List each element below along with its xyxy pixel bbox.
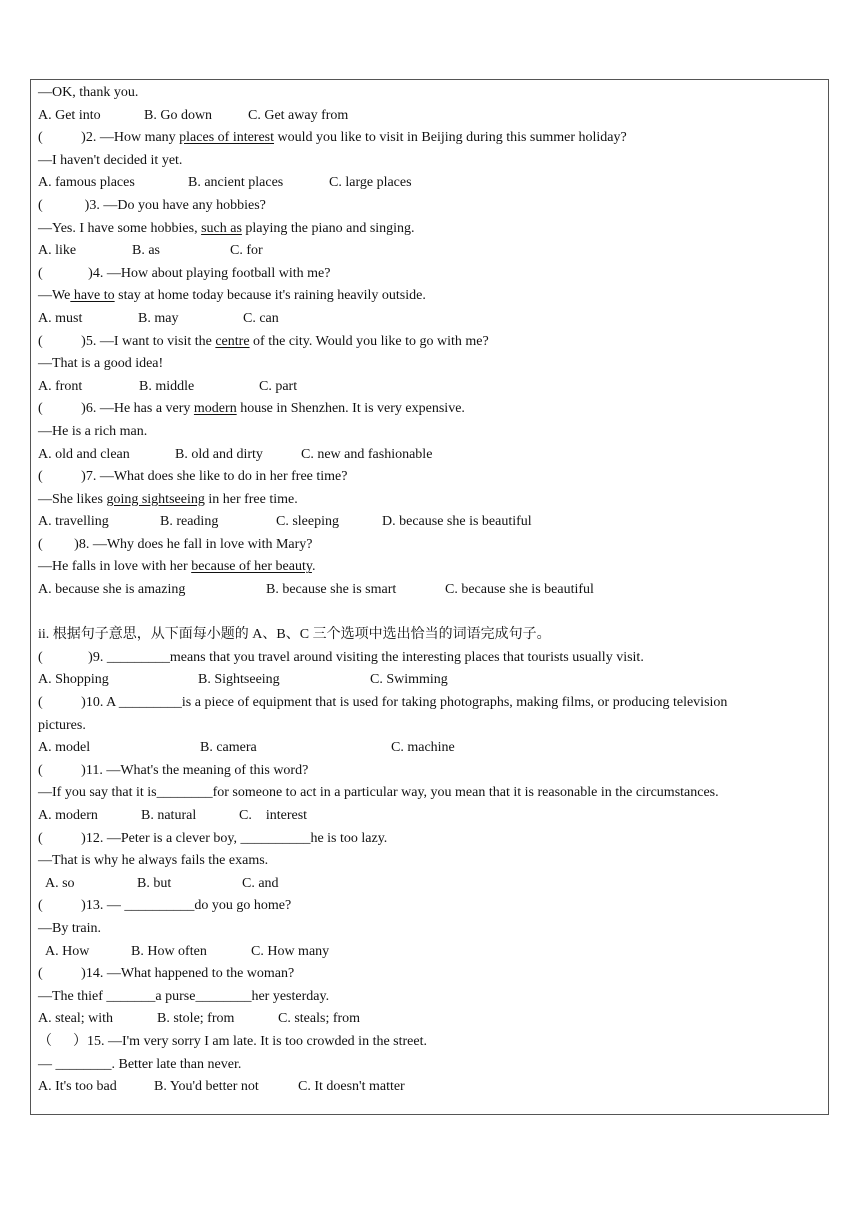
option-choice: B. ancient places — [188, 175, 284, 191]
question-line — [38, 263, 818, 286]
answer-paren-close: ) — [81, 762, 86, 778]
answer-paren-close: ) — [81, 401, 86, 417]
option-choice: A. How — [45, 943, 90, 959]
option-choice: C. interest — [239, 808, 308, 823]
question-text: —I'm very sorry I am late. It is too crowded in the street. — [104, 1033, 427, 1049]
line-text: pictures. — [38, 717, 86, 733]
answer-paren-close: ) — [84, 197, 90, 213]
option-choice: A. front — [38, 378, 83, 394]
option-choice: B. because she is smart — [266, 582, 397, 598]
answer-paren-open: ( — [38, 469, 43, 485]
option-choice: C. Swimming — [370, 672, 448, 688]
answer-paren-close: ) — [81, 469, 86, 485]
question-number: 15. — [87, 1033, 105, 1049]
answer-paren-open: （ — [38, 1033, 52, 1049]
option-choice: C. It doesn't matter — [298, 1079, 405, 1095]
underlined-phrase: modern — [193, 401, 237, 417]
question-number: 2. — [85, 130, 97, 146]
answer-paren-close: ) — [81, 966, 86, 982]
answer-paren-open: ( — [38, 265, 43, 281]
question-number: 14. — [85, 966, 104, 982]
option-choice: C. because she is beautiful — [445, 582, 594, 598]
answer-paren-open: ( — [38, 649, 43, 665]
answer-paren-open: ( — [38, 762, 43, 778]
answer-paren-open: ( — [38, 130, 43, 146]
options-line — [38, 172, 818, 195]
answer-paren-open: ( — [38, 966, 43, 982]
question-number: 10. — [85, 695, 104, 711]
options-line — [38, 1008, 818, 1031]
question-number: 12. — [85, 830, 104, 846]
question-line — [38, 647, 818, 670]
line-text: in her free time. — [204, 491, 298, 507]
line-text: —We — [38, 288, 71, 304]
option-choice: B. middle — [139, 378, 195, 394]
option-choice: B. as — [132, 243, 160, 259]
options-line — [38, 737, 818, 760]
answer-blank — [43, 401, 82, 416]
options-line — [38, 376, 818, 399]
answer-paren-close: ) — [88, 265, 93, 281]
option-choice: B. camera — [200, 740, 257, 756]
option-choice: C. can — [243, 310, 279, 326]
option-choice: B. Sightseeing — [198, 672, 280, 688]
option-choice: C. How many — [251, 943, 330, 959]
option-choice: A. so — [45, 875, 75, 891]
option-choice: C. Get away from — [248, 107, 349, 123]
answer-paren-open: ( — [38, 898, 43, 914]
question-text: —What does she like to do in her free time? — [96, 469, 348, 485]
option-choice: C. machine — [391, 740, 455, 756]
line-text: —He is a rich man. — [38, 423, 148, 439]
options-line — [38, 444, 818, 467]
line-text: —That is a good idea! — [38, 356, 164, 372]
option-choice: C. sleeping — [276, 514, 339, 530]
answer-line — [38, 489, 818, 512]
question-text: of the city. Would you like to go with me? — [249, 333, 489, 349]
answer-blank — [43, 537, 75, 552]
question-number: 9. — [92, 649, 104, 665]
underlined-phrase: centre — [215, 333, 250, 349]
options-line — [38, 805, 818, 828]
question-text: —I want to visit the — [96, 333, 216, 349]
answer-blank — [43, 266, 89, 281]
answer-paren-open: ( — [38, 830, 43, 846]
question-number: 5. — [85, 333, 97, 349]
option-choice: B. but — [137, 875, 172, 891]
answer-paren-open: ( — [38, 536, 43, 552]
answer-paren-close: ) — [88, 649, 93, 665]
option-choice: A. must — [38, 310, 83, 326]
option-choice: A. because she is amazing — [38, 582, 186, 598]
question-number: 6. — [85, 401, 97, 417]
answer-blank — [43, 763, 82, 778]
text-line — [38, 986, 818, 1009]
answer-blank — [43, 198, 85, 213]
question-line — [38, 466, 818, 489]
line-text: — ________. Better late than never. — [38, 1056, 242, 1072]
question-line — [38, 963, 818, 986]
option-choice: B. stole; from — [157, 1011, 235, 1027]
answer-blank — [43, 695, 82, 710]
question-text: would you like to visit in Beijing during this summer holiday? — [274, 130, 627, 146]
blank-line — [38, 602, 818, 625]
option-choice: B. old and dirty — [175, 446, 263, 462]
question-line — [38, 398, 818, 421]
answer-paren-close: ) — [81, 695, 86, 711]
line-text: —He falls in love with her — [38, 559, 192, 575]
options-line — [38, 941, 818, 964]
option-choice: A. like — [38, 243, 77, 259]
question-number: 4. — [92, 265, 104, 281]
options-line — [38, 669, 818, 692]
options-line — [38, 105, 818, 128]
text-line — [38, 82, 818, 105]
underlined-phrase: going sightseeing — [106, 491, 205, 507]
question-text: —Do you have any hobbies? — [99, 197, 266, 213]
text-line — [38, 353, 818, 376]
answer-line — [38, 285, 818, 308]
option-choice: A. steal; with — [38, 1011, 114, 1027]
option-choice: A. Shopping — [38, 672, 109, 688]
option-choice: C. new and fashionable — [301, 446, 433, 462]
underlined-phrase: places of interest — [179, 130, 275, 146]
option-choice: C. steals; from — [278, 1011, 361, 1027]
question-text: —What's the meaning of this word? — [102, 762, 309, 778]
answer-paren-close: ) — [81, 898, 86, 914]
question-text: house in Shenzhen. It is very expensive. — [236, 401, 465, 417]
option-choice: B. You'd better not — [154, 1079, 259, 1095]
line-text: playing the piano and singing. — [241, 220, 415, 236]
text-line — [38, 624, 818, 647]
line-text: stay at home today because it's raining heavily outside. — [114, 288, 426, 304]
answer-line — [38, 218, 818, 241]
answer-paren-open: ( — [38, 401, 43, 417]
line-text: —OK, thank you. — [38, 85, 139, 100]
options-line — [38, 240, 818, 263]
question-line — [38, 127, 818, 150]
question-text: —How many — [96, 130, 180, 146]
option-choice: C. large places — [329, 175, 412, 191]
answer-blank — [43, 831, 82, 846]
option-choice: A. famous places — [38, 175, 135, 191]
option-choice: C. for — [230, 243, 263, 259]
option-choice: A. model — [38, 740, 91, 756]
text-line — [38, 715, 818, 738]
underlined-phrase: because of her beauty — [191, 559, 312, 575]
question-text: —Peter is a clever boy, __________he is too lazy. — [103, 830, 388, 846]
text-line — [38, 150, 818, 173]
answer-blank — [52, 1034, 73, 1049]
question-line — [38, 760, 818, 783]
question-line — [38, 1031, 818, 1054]
answer-paren-close: ） — [73, 1033, 87, 1049]
question-text: —Why does he fall in love with Mary? — [89, 536, 313, 552]
text-line — [38, 782, 818, 805]
answer-paren-close: ) — [81, 130, 86, 146]
options-line — [38, 511, 818, 534]
worksheet-content — [38, 82, 818, 1099]
answer-paren-close: ) — [74, 536, 79, 552]
question-text: _________means that you travel around visiting the interesting places that tourists usually visit. — [103, 649, 644, 665]
answer-paren-open: ( — [38, 197, 43, 213]
text-line — [38, 421, 818, 444]
answer-line — [38, 556, 818, 579]
question-line — [38, 331, 818, 354]
question-line — [38, 195, 818, 218]
text-line — [38, 1054, 818, 1077]
question-number: 8. — [78, 536, 90, 552]
question-line — [38, 692, 818, 715]
question-text: —How about playing football with me? — [103, 265, 331, 281]
question-number: 13. — [85, 898, 104, 914]
answer-paren-close: ) — [81, 830, 86, 846]
question-number: 11. — [85, 762, 103, 778]
option-choice: B. natural — [141, 808, 197, 823]
option-choice: B. may — [138, 310, 179, 326]
option-choice: D. because she is beautiful — [382, 514, 532, 530]
line-text: ii. 根据句子意思，从下面每小题的 A、B、C 三个选项中选出恰当的词语完成句子。 — [38, 627, 551, 643]
answer-blank — [43, 650, 89, 665]
question-line — [38, 895, 818, 918]
option-choice: A. It's too bad — [38, 1079, 117, 1095]
underlined-phrase: have to — [70, 288, 115, 304]
answer-paren-close: ) — [81, 333, 86, 349]
line-text: —If you say that it is________for someone to act in a particular way, you mean that it is reasonable in the circumstances. — [38, 785, 719, 801]
options-line — [38, 1076, 818, 1099]
question-text: —He has a very — [96, 401, 194, 417]
line-text: —That is why he always fails the exams. — [38, 853, 269, 869]
option-choice: A. travelling — [38, 514, 109, 530]
options-line — [38, 873, 818, 896]
answer-paren-open: ( — [38, 333, 43, 349]
option-choice: C. part — [259, 378, 298, 394]
text-line — [38, 850, 818, 873]
question-line — [38, 534, 818, 557]
question-line — [38, 828, 818, 851]
options-line — [38, 579, 818, 602]
question-text: — __________do you go home? — [103, 898, 292, 914]
underlined-phrase: such as — [201, 220, 242, 236]
option-choice: A. modern — [38, 808, 98, 823]
answer-blank — [43, 334, 82, 349]
answer-paren-open: ( — [38, 695, 43, 711]
line-text: —I haven't decided it yet. — [38, 152, 183, 168]
question-text: —What happened to the woman? — [103, 966, 295, 982]
options-line — [38, 308, 818, 331]
option-choice: A. old and clean — [38, 446, 130, 462]
question-number: 7. — [85, 469, 97, 485]
line-text: —By train. — [38, 920, 101, 936]
question-text: A _________is a piece of equipment that is used for taking photographs, making films, or producing television — [103, 695, 728, 711]
line-text: . — [311, 559, 316, 575]
option-choice: C. and — [242, 875, 279, 891]
text-line — [38, 918, 818, 941]
line-text: —Yes. I have some hobbies, — [38, 220, 202, 236]
option-choice: B. Go down — [144, 107, 213, 123]
line-text: —She likes — [38, 491, 107, 507]
question-number: 3. — [89, 197, 100, 213]
answer-blank — [43, 898, 82, 913]
answer-blank — [43, 469, 82, 484]
answer-blank — [43, 130, 82, 145]
option-choice: A. Get into — [38, 107, 101, 123]
line-text: —The thief _______a purse________her yesterday. — [38, 988, 330, 1004]
option-choice: B. reading — [160, 514, 219, 530]
answer-blank — [43, 966, 82, 981]
option-choice: B. How often — [131, 943, 207, 959]
